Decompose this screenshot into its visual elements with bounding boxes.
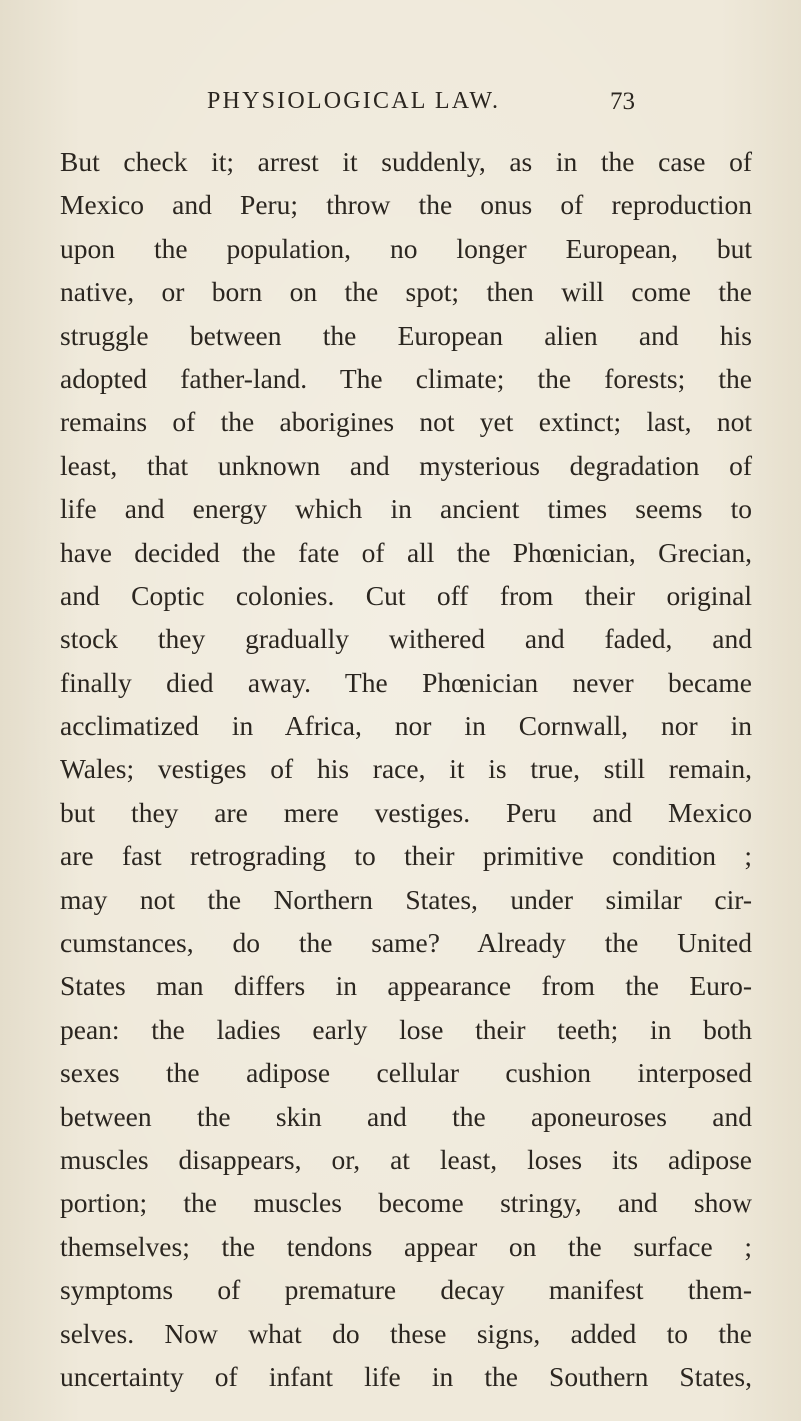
text-line: portion; the muscles become stringy, and show (60, 1187, 752, 1219)
text-line: and Coptic colonies. Cut off from their original (60, 579, 752, 611)
text-line: remains of the aborigines not yet extinct; last, not (60, 406, 752, 438)
text-line: acclimatized in Africa, nor in Cornwall, nor in (60, 710, 752, 742)
text-line: themselves; the tendons appear on the surface ; (60, 1230, 752, 1262)
running-head: PHYSIOLOGICAL LAW. (207, 88, 501, 114)
text-line: native, or born on the spot; then will come the (60, 276, 752, 308)
text-line: upon the population, no longer European, but (60, 232, 752, 264)
text-line: between the skin and the aponeuroses and (60, 1100, 752, 1132)
text-line: life and energy which in ancient times seems to (60, 493, 752, 525)
text-line: have decided the fate of all the Phœnician, Grecian, (60, 536, 752, 568)
text-line: uncertainty of infant life in the Southern States, (60, 1360, 752, 1392)
text-line: adopted father-land. The climate; the forests; the (60, 362, 752, 394)
text-line: But check it; arrest it suddenly, as in the case of (60, 146, 752, 177)
text-line: cumstances, do the same? Already the United (60, 927, 752, 959)
text-line: Mexico and Peru; throw the onus of reproduction (60, 189, 752, 221)
text-line: may not the Northern States, under similar cir- (60, 883, 752, 915)
text-line: muscles disappears, or, at least, loses its adipose (60, 1143, 752, 1175)
text-line: are fast retrograding to their primitive condition ; (60, 840, 752, 872)
body-text (60, 140, 752, 1398)
text-line: symptoms of premature decay manifest them- (60, 1274, 752, 1306)
text-line: struggle between the European alien and his (60, 319, 752, 351)
page-number: 73 (610, 88, 635, 115)
text-line: pean: the ladies early lose their teeth; in both (60, 1013, 752, 1045)
text-line: stock they gradually withered and faded, and (60, 623, 752, 655)
text-line: but they are mere vestiges. Peru and Mexico (60, 796, 752, 828)
text-line: States man differs in appearance from the Euro- (60, 970, 752, 1002)
text-line: sexes the adipose cellular cushion interposed (60, 1057, 752, 1089)
text-line: least, that unknown and mysterious degradation of (60, 449, 752, 481)
text-line: Wales; vestiges of his race, it is true, still remain, (60, 753, 752, 785)
text-line: selves. Now what do these signs, added to the (60, 1317, 752, 1349)
page-header (0, 88, 801, 128)
text-line: finally died away. The Phœnician never became (60, 666, 752, 698)
